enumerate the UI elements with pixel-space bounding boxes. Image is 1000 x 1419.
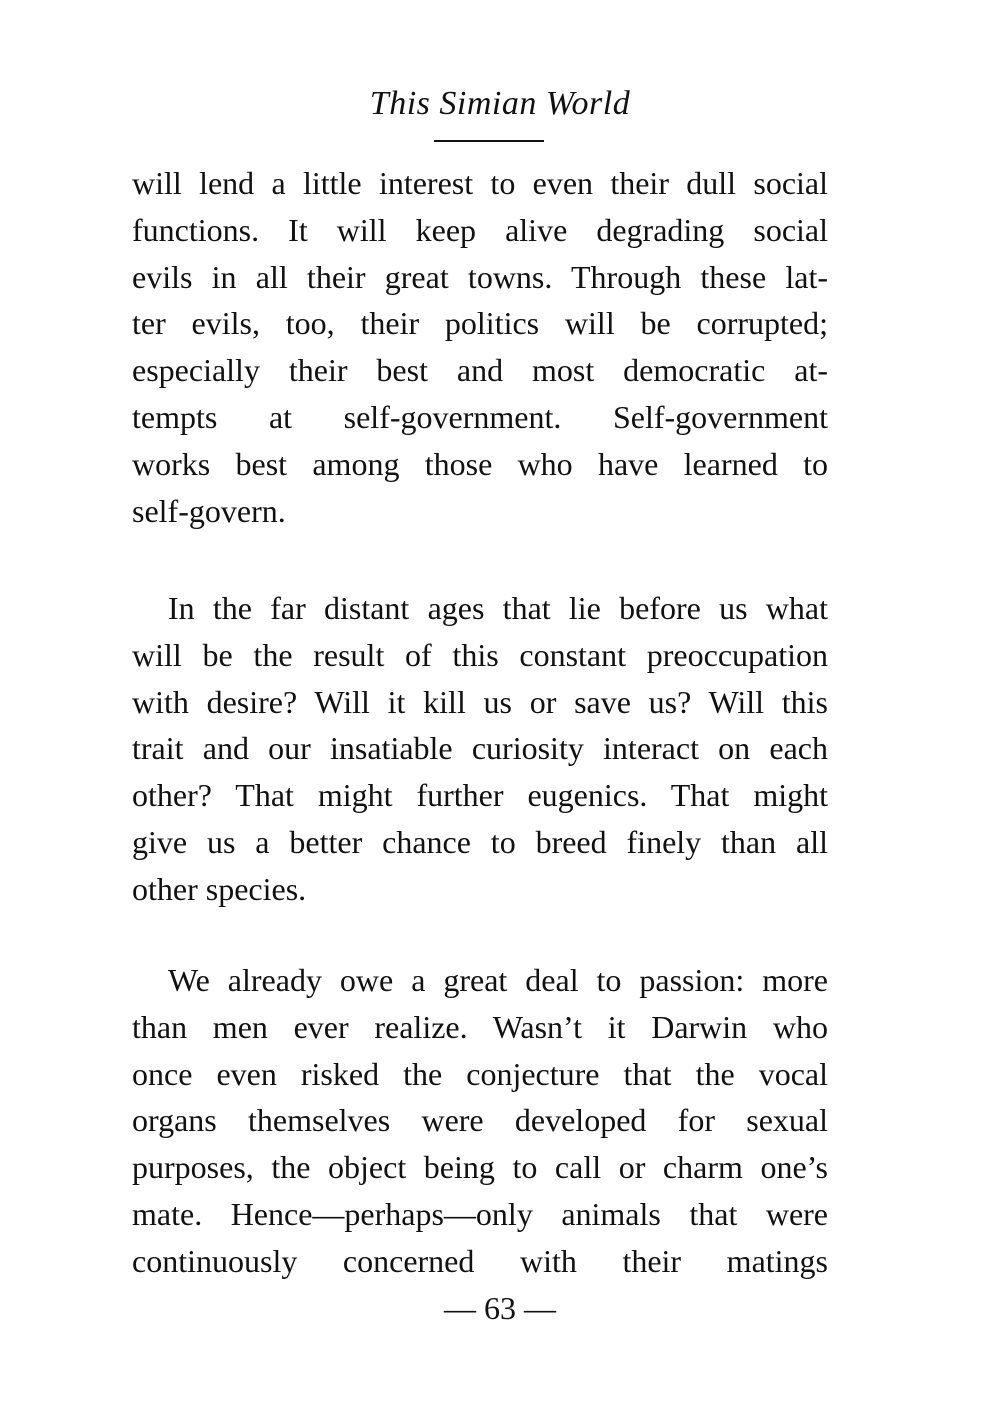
page-number: — 63 — <box>444 1290 556 1326</box>
text-line: works best among those who have learned to <box>132 445 828 482</box>
text-line: with desire? Will it kill us or save us? Will this <box>132 683 828 720</box>
text-line: once even risked the conjecture that the vocal <box>132 1055 828 1092</box>
text-line: trait and our insatiable curiosity interact on each <box>132 730 828 767</box>
text-line: tempts at self-government. Self-government <box>132 398 828 435</box>
running-head-rule <box>434 140 544 142</box>
text-line: especially their best and most democratic at- <box>132 352 828 389</box>
paragraph-2 <box>132 585 828 913</box>
text-line: purposes, the object being to call or charm one’s <box>132 1149 828 1186</box>
text-line: continuously concerned with their matings <box>132 1242 828 1279</box>
text-line: self-govern. <box>132 492 286 529</box>
text-line: functions. It will keep alive degrading social <box>132 211 828 248</box>
paragraph-1 <box>132 160 828 534</box>
text-line: give us a better chance to breed finely than all <box>132 823 828 860</box>
text-line: other species. <box>132 870 307 907</box>
running-head: This Simian World <box>369 85 631 122</box>
text-line: In the far distant ages that lie before us what <box>168 590 828 626</box>
text-line: will be the result of this constant preoccupation <box>132 636 828 673</box>
text-line: will lend a little interest to even their dull social <box>132 165 828 201</box>
text-line: organs themselves were developed for sexual <box>132 1102 828 1139</box>
text-line: We already owe a great deal to passion: more <box>168 962 828 998</box>
text-line: mate. Hence—perhaps—only animals that were <box>132 1195 828 1232</box>
text-line: evils in all their great towns. Through these lat- <box>132 258 828 295</box>
paragraph-3 <box>132 957 828 1285</box>
text-line: than men ever realize. Wasn’t it Darwin who <box>132 1008 828 1045</box>
text-line: other? That might further eugenics. That might <box>132 777 828 814</box>
text-line: ter evils, too, their politics will be corrupted; <box>132 305 828 342</box>
